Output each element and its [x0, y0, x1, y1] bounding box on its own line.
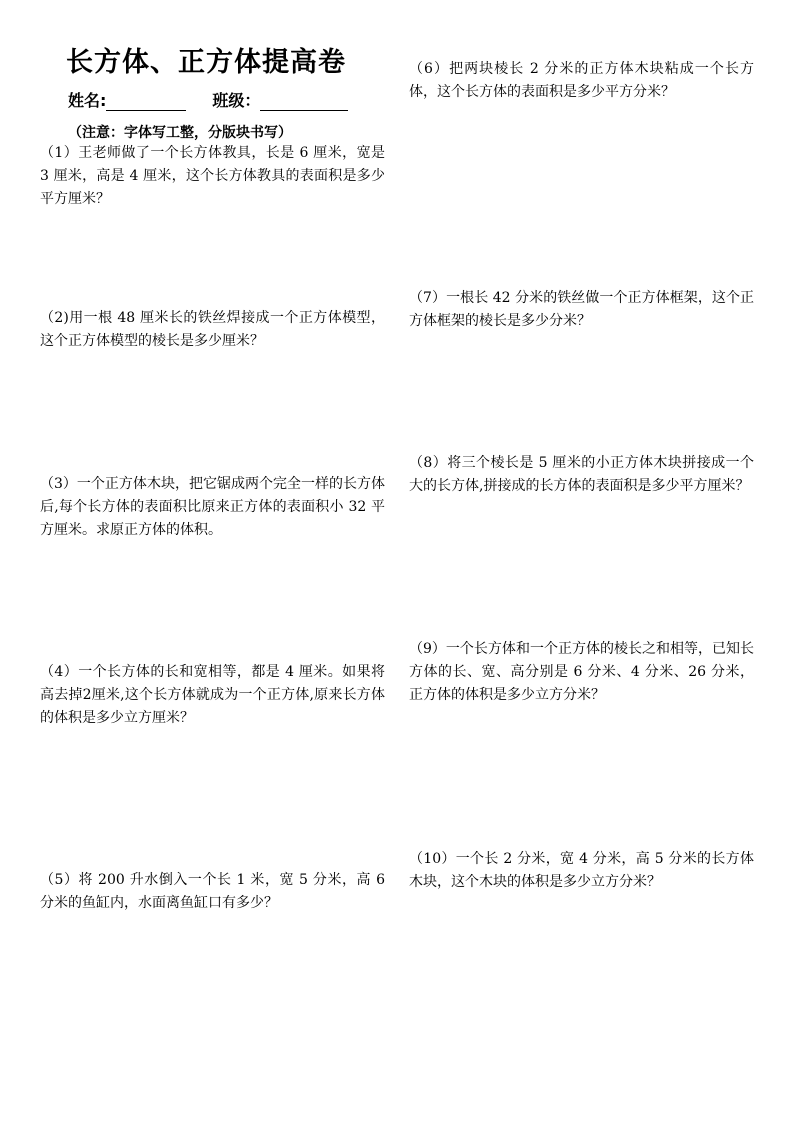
- class-blank[interactable]: [260, 92, 348, 111]
- question-10: （10）一个长 2 分米，宽 4 分米，高 5 分米的长方体木块，这个木块的体积是多少立方分米？: [409, 851, 754, 890]
- name-blank[interactable]: [106, 92, 186, 111]
- question-3: （3）一个正方体木块，把它锯成两个完全一样的长方体后,每个长方体的表面积比原来正方体的表面积小 32 平方厘米。求原正方体的体积。: [40, 476, 385, 538]
- question-4: （4）一个长方体的长和宽相等，都是 4 厘米。如果将高去掉2厘米,这个长方体就成为一个正方体,原来长方体的体积是多少立方厘米？: [40, 664, 385, 726]
- worksheet-title: 长方体、正方体提高卷: [66, 47, 346, 78]
- class-label: 班级：: [212, 91, 261, 110]
- question-1: （1）王老师做了一个长方体教具，长是 6 厘米，宽是 3 厘米，高是 4 厘米，这个长方体教具的表面积是多少平方厘米？: [40, 145, 385, 207]
- question-6: （6）把两块棱长 2 分米的正方体木块粘成一个长方体，这个长方体的表面积是多少平方分米？: [409, 61, 754, 100]
- question-8: （8）将三个棱长是 5 厘米的小正方体木块拼接成一个大的长方体,拼接成的长方体的表面积是多少平方厘米？: [409, 455, 754, 494]
- question-5: （5）将 200 升水倒入一个长 1 米，宽 5 分米，高 6 分米的鱼缸内，水面离鱼缸口有多少？: [40, 872, 385, 911]
- name-label: 姓名:: [68, 91, 107, 110]
- student-info-row: [68, 88, 348, 111]
- question-9: （9）一个长方体和一个正方体的棱长之和相等，已知长方体的长、宽、高分别是 6 分米、4 分米、26 分米，正方体的体积是多少立方分米？: [409, 641, 754, 703]
- question-7: （7）一根长 42 分米的铁丝做一个正方体框架，这个正方体框架的棱长是多少分米？: [409, 290, 754, 329]
- instruction-note: （注意：字体写工整，分版块书写）: [68, 125, 292, 141]
- question-2: （2)用一根 48 厘米长的铁丝焊接成一个正方体模型，这个正方体模型的棱长是多少厘米？: [40, 310, 385, 349]
